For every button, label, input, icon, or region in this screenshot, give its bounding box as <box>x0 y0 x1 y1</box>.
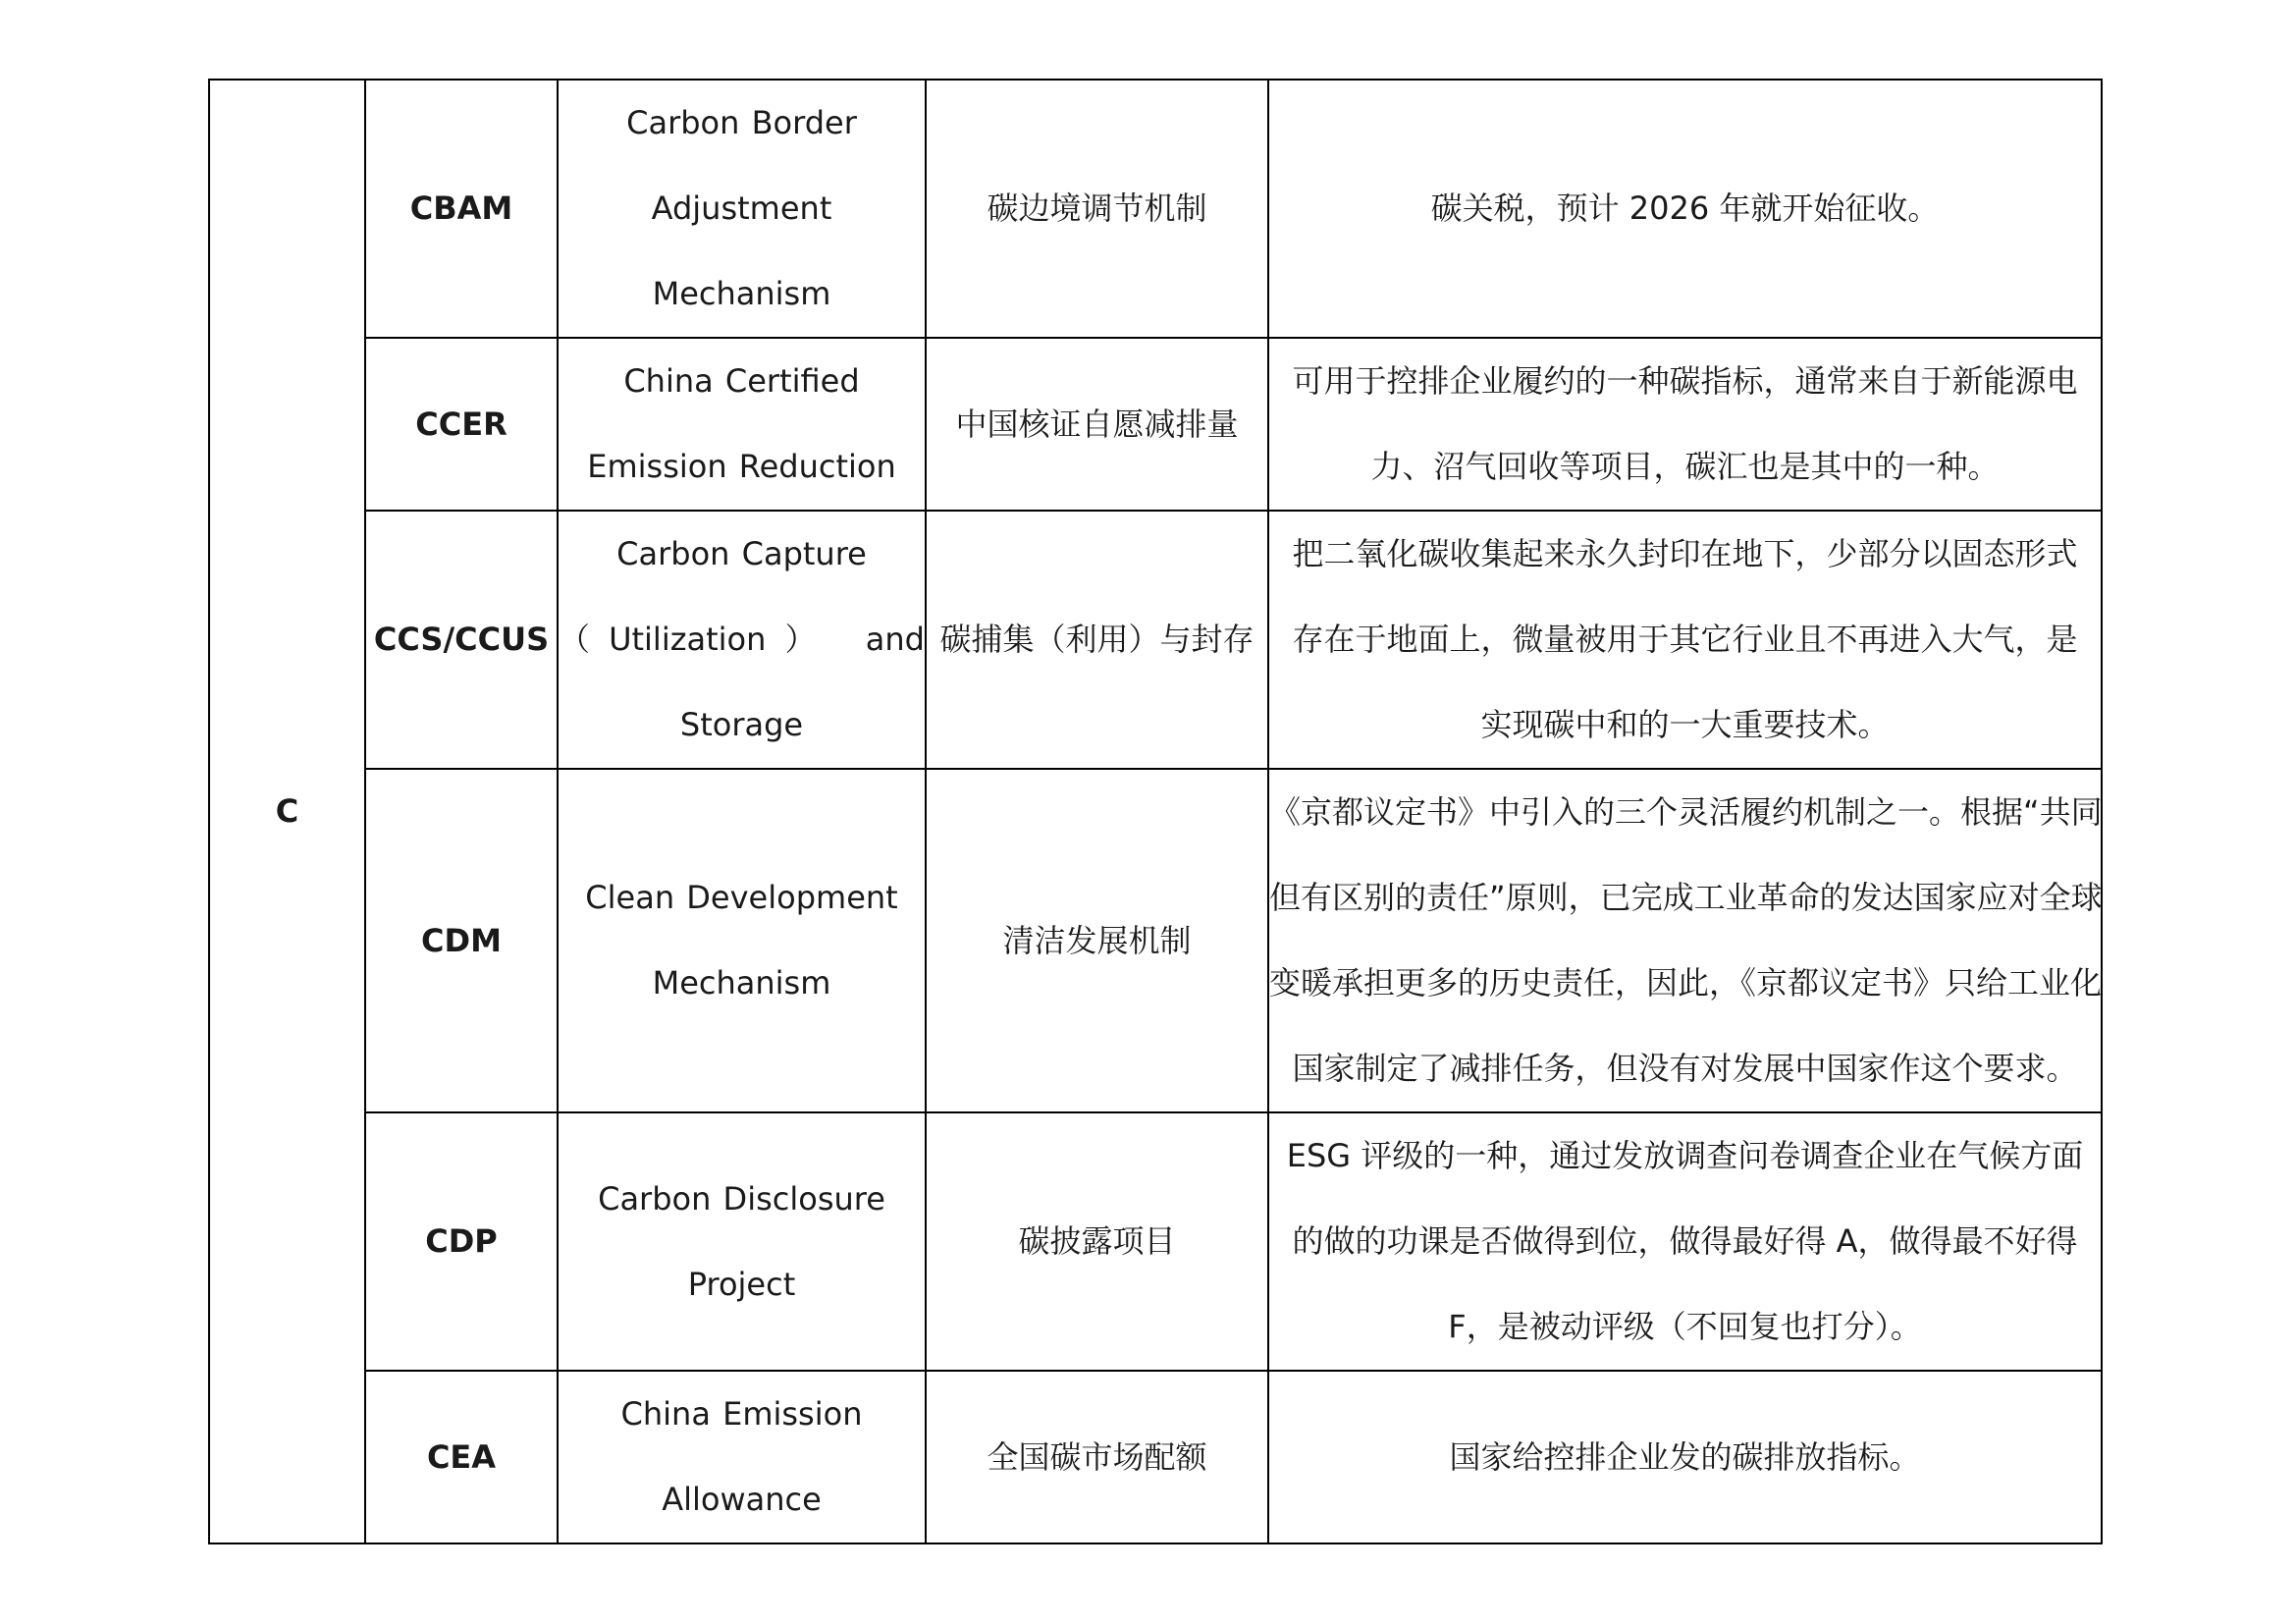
term-english-name: Clean Development Mechanism <box>558 769 926 1112</box>
table-row <box>209 769 2102 1112</box>
term-chinese-name: 清洁发展机制 <box>926 769 1268 1112</box>
term-abbreviation: CCER <box>365 338 558 511</box>
term-description: 碳关税，预计 2026 年就开始征收。 <box>1268 80 2102 338</box>
term-english-name: China Certified Emission Reduction <box>558 338 926 511</box>
table-row <box>209 338 2102 511</box>
term-abbreviation: CEA <box>365 1371 558 1543</box>
glossary-table <box>208 79 2103 1544</box>
term-chinese-name: 全国碳市场配额 <box>926 1371 1268 1543</box>
table-row <box>209 1112 2102 1371</box>
term-description: ESG 评级的一种，通过发放调查问卷调查企业在气候方面 的做的功课是否做得到位，做得最好得 A，做得最不好得 F，是被动评级（不回复也打分）。 <box>1268 1112 2102 1371</box>
term-description: 《京都议定书》中引入的三个灵活履约机制之一。根据“共同 但有区别的责任”原则，已完成工业革命的发达国家应对全球 变暖承担更多的历史责任，因此，《京都议定书》只给工业化 国家制定了减排任务，但没有对发展中国家作这个要求。 <box>1268 769 2102 1112</box>
term-chinese-name: 碳披露项目 <box>926 1112 1268 1371</box>
term-description: 可用于控排企业履约的一种碳指标，通常来自于新能源电 力、沼气回收等项目，碳汇也是其中的一种。 <box>1268 338 2102 511</box>
term-abbreviation: CBAM <box>365 80 558 338</box>
term-description: 国家给控排企业发的碳排放指标。 <box>1268 1371 2102 1543</box>
table-row <box>209 80 2102 338</box>
term-english-name: Carbon Disclosure Project <box>558 1112 926 1371</box>
term-chinese-name: 中国核证自愿减排量 <box>926 338 1268 511</box>
term-chinese-name: 碳边境调节机制 <box>926 80 1268 338</box>
table-row <box>209 1371 2102 1543</box>
term-chinese-name: 碳捕集（利用）与封存 <box>926 511 1268 769</box>
section-letter: C <box>209 80 365 1543</box>
term-english-name: China Emission Allowance <box>558 1371 926 1543</box>
term-abbreviation: CDP <box>365 1112 558 1371</box>
table-row <box>209 511 2102 769</box>
term-english-name: Carbon Capture （Utilization） and Storage <box>558 511 926 769</box>
term-description: 把二氧化碳收集起来永久封印在地下，少部分以固态形式 存在于地面上，微量被用于其它行业且不再进入大气，是 实现碳中和的一大重要技术。 <box>1268 511 2102 769</box>
term-abbreviation: CCS/CCUS <box>365 511 558 769</box>
term-english-name: Carbon Border Adjustment Mechanism <box>558 80 926 338</box>
term-abbreviation: CDM <box>365 769 558 1112</box>
